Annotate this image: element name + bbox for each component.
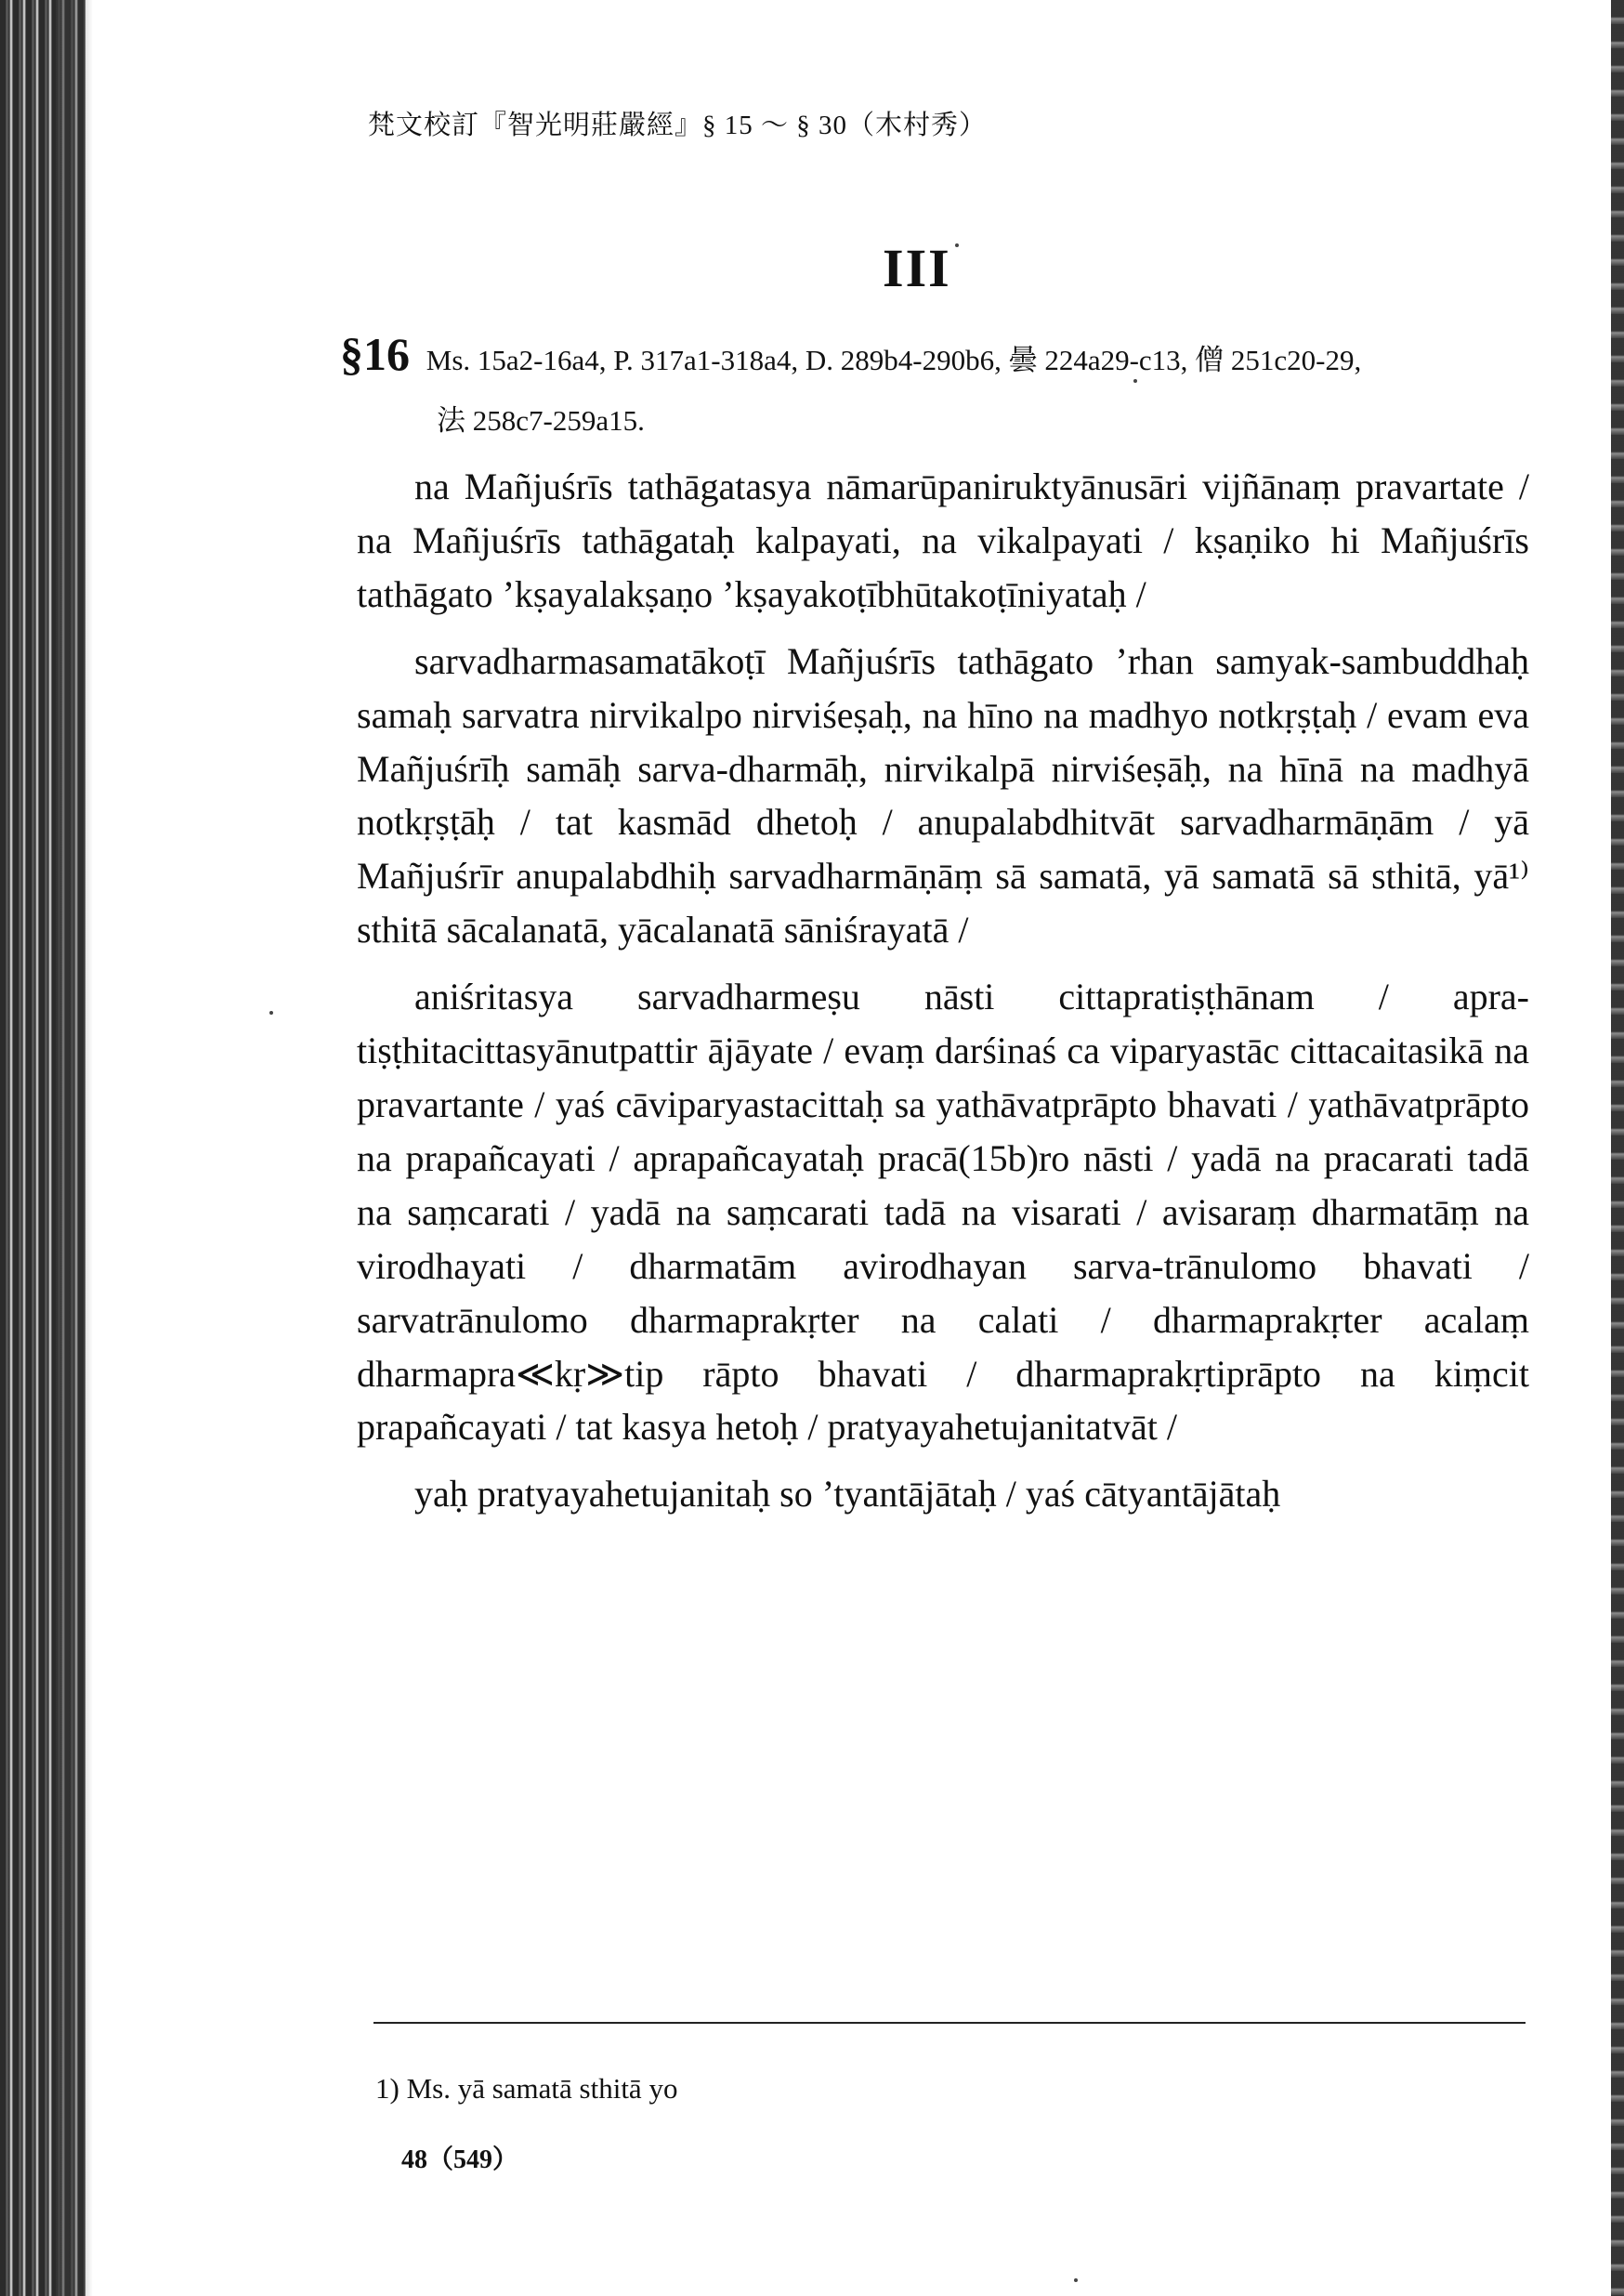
chapter-heading: III xyxy=(883,238,951,298)
scan-speck xyxy=(269,1011,273,1015)
section-sources-line2: 法 258c7-259a15. xyxy=(437,404,645,437)
body-text xyxy=(357,460,1529,1534)
paragraph-4: yaḥ pratyayahetujanitaḥ so ’tyantājātaḥ / yaś cātyantājātaḥ xyxy=(414,1473,1281,1515)
paragraph-1: na Mañjuśrīs tathāgatasya nāmarūpaniruktyānusāri vijñānaṃ pravartate / na Mañjuśrīs tathāgataḥ kalpayati, na vikalpayati / kṣaṇiko hi Mañjuśrīs tathāgato ’kṣayalakṣaṇo ’kṣayakoṭībhūtakoṭīniyataḥ / xyxy=(357,466,1529,615)
scan-speck xyxy=(955,243,959,247)
scan-speck xyxy=(1133,379,1137,383)
footnote: 1) Ms. yā samatā sthitā yo xyxy=(375,2072,678,2105)
scan-speck xyxy=(1074,2278,1078,2282)
running-head: 梵文校訂『智光明莊嚴經』§ 15 ～ § 30（木村秀） xyxy=(368,111,988,140)
paragraph-2: sarvadharmasamatākoṭī Mañjuśrīs tathāgato ’rhan samyak-sambuddhaḥ samaḥ sarvatra nirvikalpo nirviśeṣaḥ, na hīno na madhyo notkṛṣṭaḥ / evam eva Mañjuśrīḥ samāḥ sarva-dharmāḥ, nirvikalpā nirviśeṣāḥ, na hīnā na madhyā notkṛṣṭāḥ / tat kasmād dhetoḥ / anupalabdhitvāt sarvadharmāṇām / yā Mañjuśrīr anupalabdhiḥ sarvadharmāṇāṃ sā samatā, yā samatā sā sthitā, yā¹⁾ sthitā sācalanatā, yācalanatā sāniśrayatā / xyxy=(357,639,1529,951)
paragraph-3: aniśritasya sarvadharmeṣu nāsti cittapratiṣṭhānam / apra-tiṣṭhitacittasyānutpattir ājāyate / evaṃ darśinaś ca viparyastāc cittacaitasikā na pravartante / yaś cāviparyastacittaḥ sa yathāvatprāpto bhavati / yathāvatprāpto na prapañcayati / aprapañcayataḥ pracā(15b)ro nāsti / yadā na pracarati tadā na saṃcarati / yadā na saṃcarati tadā na visarati / avisaraṃ dharmatāṃ na virodhayati / dharmatām avirodhayan sarva-trānulomo bhavati / sarvatrānulomo dharmaprakṛter na calati / dharmaprakṛter acalaṃ dharmapra≪kṛ≫tip rāpto bhavati / dharmaprakṛtiprāpto na kiṃcit prapañcayati / tat kasya hetoḥ / pratyayahetujanitatvāt / xyxy=(357,976,1529,1449)
section-sources-line1: Ms. 15a2-16a4, P. 317a1-318a4, D. 289b4-290b6, 曇 224a29-c13, 僧 251c20-29, xyxy=(426,344,1362,376)
section-number: §16 xyxy=(340,328,410,380)
section-header xyxy=(340,327,1361,381)
footnote-rule xyxy=(373,2022,1526,2024)
page-number: 48（549） xyxy=(401,2145,519,2174)
